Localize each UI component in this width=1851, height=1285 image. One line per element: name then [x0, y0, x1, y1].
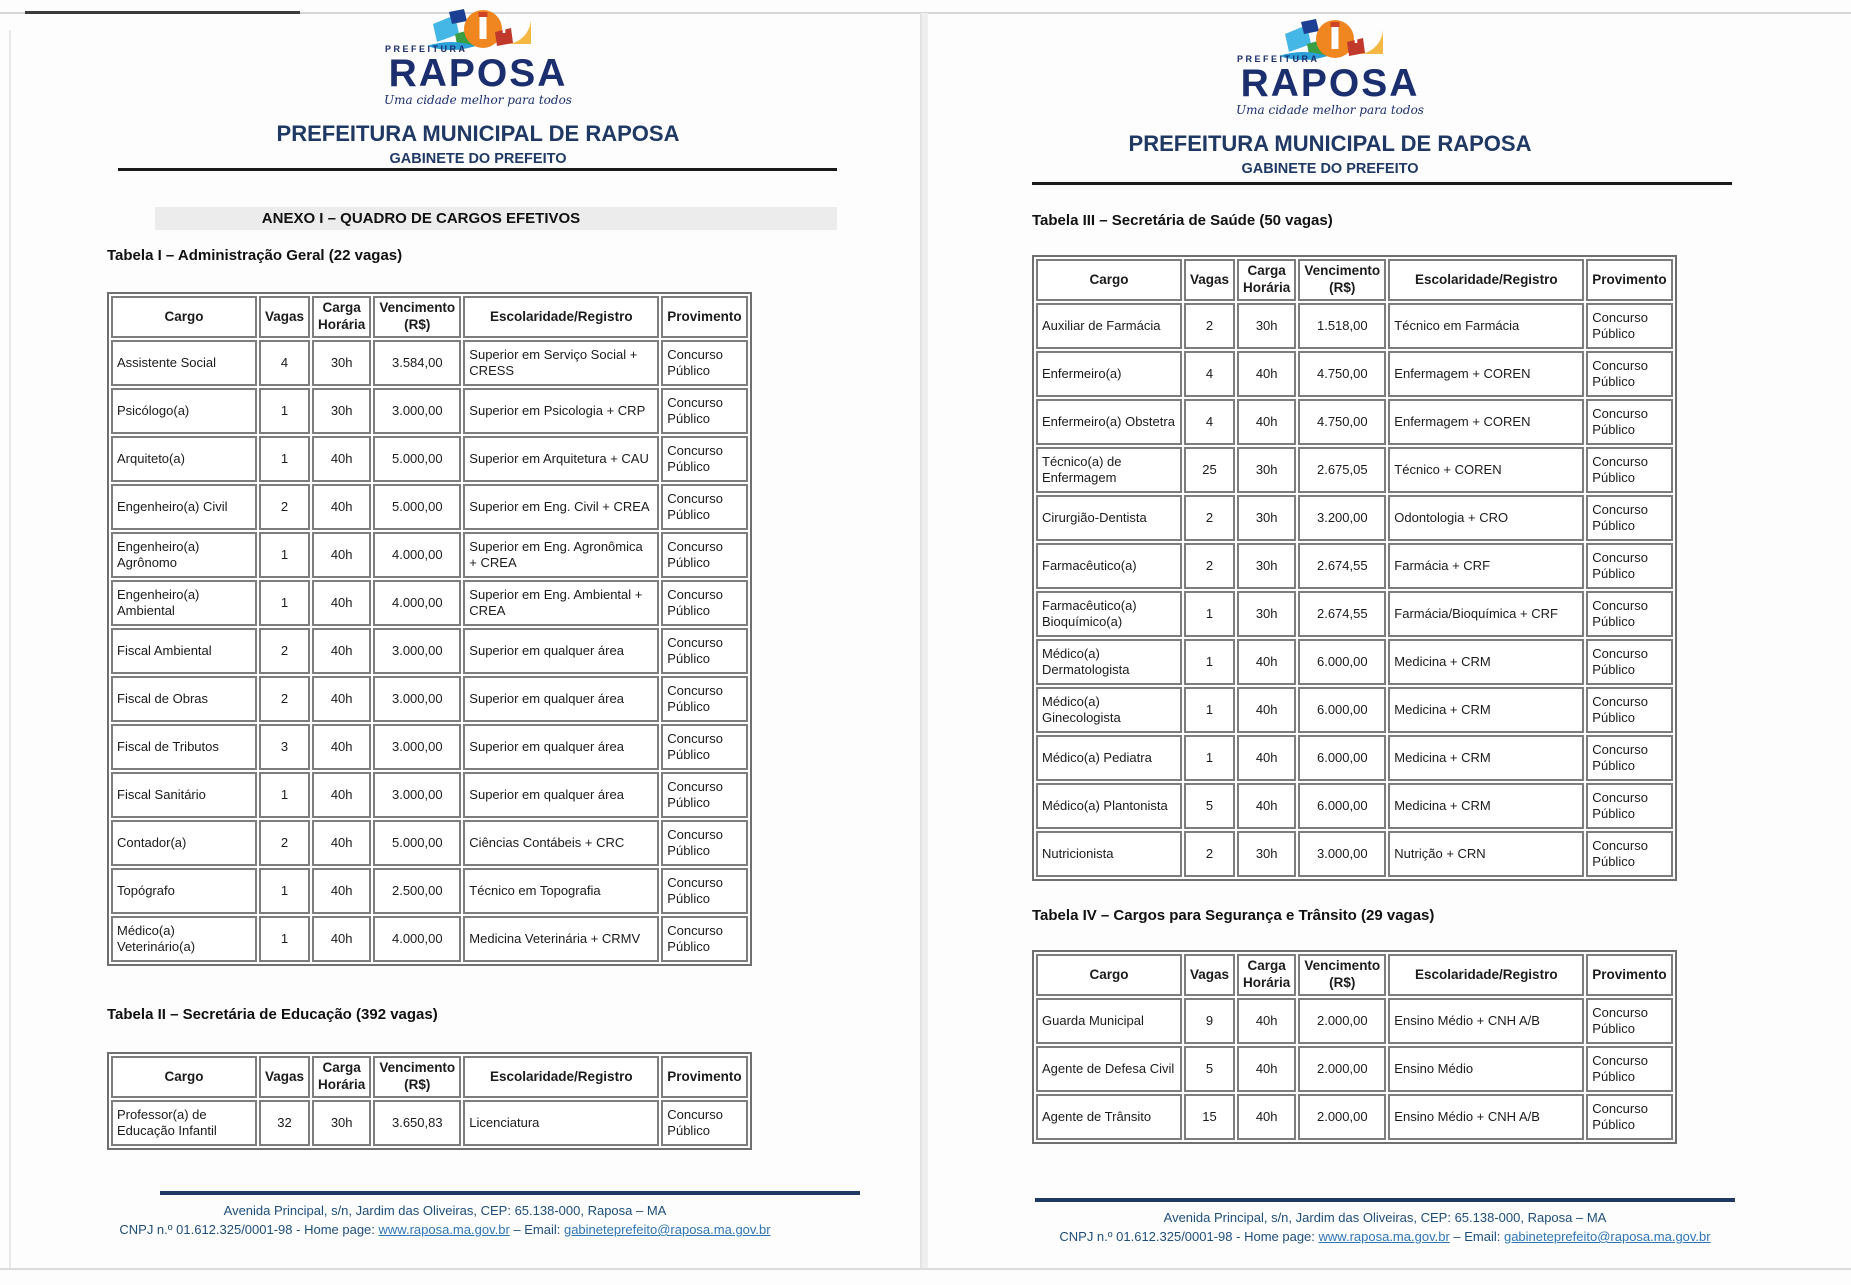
table-cell: Medicina + CRM: [1388, 687, 1584, 733]
table-cell: 40h: [1237, 1094, 1296, 1140]
footer-contact: [115, 1220, 775, 1239]
table-cell: Farmácia + CRF: [1388, 543, 1584, 589]
table-cell: 5.000,00: [373, 820, 461, 866]
table-cell: Medicina Veterinária + CRMV: [463, 916, 659, 962]
table-cell: 2: [259, 628, 310, 674]
logo-raposa-text: RAPOSA: [388, 52, 567, 95]
table-cell: Concurso Público: [1586, 399, 1672, 445]
table-cell: Licenciatura: [463, 1100, 659, 1146]
table-cell: 3.000,00: [373, 388, 461, 434]
homepage-link[interactable]: www.raposa.ma.gov.br: [1318, 1229, 1450, 1244]
table-cell: Enfermagem + COREN: [1388, 399, 1584, 445]
column-header: Carga Horária: [312, 1056, 371, 1098]
column-header: Vencimento (R$): [1298, 259, 1386, 301]
footer-email-label: – Email:: [1449, 1229, 1504, 1244]
table-cell: Concurso Público: [1586, 543, 1672, 589]
table-cell: 30h: [1237, 495, 1296, 541]
table-cell: Concurso Público: [661, 580, 747, 626]
table-cell: Farmacêutico(a) Bioquímico(a): [1036, 591, 1182, 637]
table-row: [1036, 831, 1673, 877]
table-cell: 4: [259, 340, 310, 386]
table-cell: 6.000,00: [1298, 783, 1386, 829]
table-cell: 30h: [1237, 591, 1296, 637]
tabela1-title: Tabela I – Administração Geral (22 vagas): [107, 247, 403, 264]
table-cell: Superior em qualquer área: [463, 772, 659, 818]
table-cell: Médico(a) Ginecologista: [1036, 687, 1182, 733]
table-cell: 1.518,00: [1298, 303, 1386, 349]
table-cell: Fiscal Ambiental: [111, 628, 257, 674]
table-cell: 4: [1184, 351, 1235, 397]
table-row: [1036, 543, 1673, 589]
page-divider: [921, 13, 928, 1270]
table-cell: 2: [259, 820, 310, 866]
column-header: Carga Horária: [312, 296, 371, 338]
table-cell: Guarda Municipal: [1036, 998, 1182, 1044]
tabela4-title: Tabela IV – Cargos para Segurança e Trânsito (29 vagas): [1032, 907, 1435, 924]
table-cell: Técnico(a) de Enfermagem: [1036, 447, 1182, 493]
table-cell: 9: [1184, 998, 1235, 1044]
table-cell: Concurso Público: [661, 388, 747, 434]
table-cell: 32: [259, 1100, 310, 1146]
page-bottom-edge: [0, 1268, 1851, 1270]
column-header: Vencimento (R$): [373, 1056, 461, 1098]
table-row: [111, 436, 748, 482]
column-header: Cargo: [1036, 954, 1182, 996]
logo-prefeitura-text: PREFEITURA: [1236, 54, 1320, 64]
footer-contact: [1045, 1227, 1725, 1246]
table-cell: Odontologia + CRO: [1388, 495, 1584, 541]
table-cell: 40h: [1237, 1046, 1296, 1092]
table-cell: Arquiteto(a): [111, 436, 257, 482]
table-cell: 6.000,00: [1298, 687, 1386, 733]
table-cell: Psicólogo(a): [111, 388, 257, 434]
table-row: [111, 676, 748, 722]
table-cell: 40h: [1237, 687, 1296, 733]
table-row: [111, 388, 748, 434]
table-cell: Nutricionista: [1036, 831, 1182, 877]
table-cell: 30h: [1237, 831, 1296, 877]
table-cell: Concurso Público: [1586, 998, 1672, 1044]
table-cell: Superior em Eng. Ambiental + CREA: [463, 580, 659, 626]
table-cell: 3.650,83: [373, 1100, 461, 1146]
tabela2-title: Tabela II – Secretária de Educação (392 vagas): [107, 1006, 438, 1023]
table-cell: 3.200,00: [1298, 495, 1386, 541]
column-header: Provimento: [661, 1056, 747, 1098]
table-cell: Concurso Público: [661, 484, 747, 530]
table-cell: 1: [259, 388, 310, 434]
table-cell: 40h: [312, 772, 371, 818]
table-cell: Concurso Público: [661, 724, 747, 770]
table-cell: Superior em qualquer área: [463, 628, 659, 674]
table-cell: Ciências Contábeis + CRC: [463, 820, 659, 866]
table-cell: 1: [259, 916, 310, 962]
table-cell: Concurso Público: [661, 916, 747, 962]
header-row: [111, 1056, 748, 1098]
footer-cnpj-text: CNPJ n.º 01.612.325/0001-98 - Home page:: [119, 1222, 379, 1237]
table-cell: Farmacêutico(a): [1036, 543, 1182, 589]
footer-address: Avenida Principal, s/n, Jardim das Oliveiras, CEP: 65.138-000, Raposa – MA: [1163, 1210, 1607, 1225]
column-header: Escolaridade/Registro: [463, 296, 659, 338]
table-cell: 3.000,00: [373, 628, 461, 674]
table-cell: 5: [1184, 783, 1235, 829]
table-cell: Topógrafo: [111, 868, 257, 914]
table-cell: 1: [259, 580, 310, 626]
table-row: [111, 340, 748, 386]
table-row: [111, 772, 748, 818]
page-right-header: [1030, 18, 1630, 177]
table-cell: Médico(a) Pediatra: [1036, 735, 1182, 781]
table-row: [1036, 447, 1673, 493]
table-cell: Medicina + CRM: [1388, 783, 1584, 829]
table-cell: Fiscal de Obras: [111, 676, 257, 722]
table-row: [1036, 399, 1673, 445]
table-cell: Medicina + CRM: [1388, 639, 1584, 685]
page-subtitle: GABINETE DO PREFEITO: [1241, 161, 1419, 177]
table-cell: Agente de Defesa Civil: [1036, 1046, 1182, 1092]
page-left-header: [178, 8, 778, 167]
table-cell: 4.000,00: [373, 580, 461, 626]
tabela3-title: Tabela III – Secretária de Saúde (50 vagas): [1032, 212, 1333, 229]
table-cell: Ensino Médio: [1388, 1046, 1584, 1092]
table-cell: 3.000,00: [373, 772, 461, 818]
table-cell: 2.675,05: [1298, 447, 1386, 493]
page-subtitle: GABINETE DO PREFEITO: [389, 151, 567, 167]
raposa-logo: [371, 8, 586, 108]
table-cell: 4.750,00: [1298, 351, 1386, 397]
table-cell: 3: [259, 724, 310, 770]
table-cell: 2: [1184, 543, 1235, 589]
table-cell: 40h: [1237, 735, 1296, 781]
table-cell: Técnico em Topografia: [463, 868, 659, 914]
table-cell: 30h: [312, 388, 371, 434]
table-cell: Concurso Público: [1586, 351, 1672, 397]
table-row: [1036, 351, 1673, 397]
table-cell: Medicina + CRM: [1388, 735, 1584, 781]
logo-prefeitura-text: PREFEITURA: [384, 44, 468, 54]
table-cell: 40h: [312, 580, 371, 626]
table-cell: 40h: [312, 436, 371, 482]
column-header: Escolaridade/Registro: [463, 1056, 659, 1098]
table-cell: Professor(a) de Educação Infantil: [111, 1100, 257, 1146]
table-row: [1036, 998, 1673, 1044]
homepage-link[interactable]: www.raposa.ma.gov.br: [378, 1222, 510, 1237]
table-cell: 15: [1184, 1094, 1235, 1140]
header-row: [111, 296, 748, 338]
table-row: [1036, 639, 1673, 685]
table-cell: 3.000,00: [373, 724, 461, 770]
table-cell: 40h: [312, 532, 371, 578]
table-cell: 40h: [312, 484, 371, 530]
table-row: [1036, 1046, 1673, 1092]
table-row: [111, 1100, 748, 1146]
table-cell: Concurso Público: [1586, 639, 1672, 685]
table-cell: 5.000,00: [373, 484, 461, 530]
table-cell: 40h: [1237, 639, 1296, 685]
table-row: [1036, 687, 1673, 733]
table-seguranca-transito: [1032, 950, 1677, 1144]
column-header: Provimento: [1586, 954, 1672, 996]
table-cell: Concurso Público: [1586, 303, 1672, 349]
logo-tagline-text: Uma cidade melhor para todos: [1235, 103, 1424, 117]
table-cell: 40h: [312, 676, 371, 722]
table-cell: 40h: [312, 724, 371, 770]
table-educacao: [107, 1052, 752, 1150]
column-header: Vagas: [1184, 259, 1235, 301]
column-header: Provimento: [661, 296, 747, 338]
table-administracao-geral: [107, 292, 752, 966]
table-cell: 1: [259, 532, 310, 578]
table-cell: Enfermagem + COREN: [1388, 351, 1584, 397]
table-cell: Superior em Eng. Civil + CREA: [463, 484, 659, 530]
footer-rule-right: [1035, 1198, 1735, 1202]
anexo-banner-text: ANEXO I – QUADRO DE CARGOS EFETIVOS: [261, 210, 581, 227]
table-cell: Concurso Público: [1586, 591, 1672, 637]
anexo-banner: [155, 207, 837, 230]
column-header: Vencimento (R$): [373, 296, 461, 338]
table-cell: Concurso Público: [661, 868, 747, 914]
column-header: Vagas: [1184, 954, 1235, 996]
header-row: [1036, 259, 1673, 301]
table-cell: 4.750,00: [1298, 399, 1386, 445]
table-cell: 40h: [1237, 783, 1296, 829]
table-cell: Ensino Médio + CNH A/B: [1388, 998, 1584, 1044]
table-row: [111, 628, 748, 674]
table-cell: Concurso Público: [1586, 447, 1672, 493]
table-row: [111, 820, 748, 866]
table-cell: 1: [259, 868, 310, 914]
table-cell: Auxiliar de Farmácia: [1036, 303, 1182, 349]
table-cell: 1: [1184, 687, 1235, 733]
table-cell: 2.674,55: [1298, 591, 1386, 637]
table-cell: Concurso Público: [661, 340, 747, 386]
table-cell: Cirurgião-Dentista: [1036, 495, 1182, 541]
table-cell: 5: [1184, 1046, 1235, 1092]
table-row: [111, 916, 748, 962]
table-cell: Concurso Público: [1586, 783, 1672, 829]
table-cell: Engenheiro(a) Ambiental: [111, 580, 257, 626]
table-cell: 3.000,00: [373, 676, 461, 722]
table-cell: 40h: [312, 916, 371, 962]
table-cell: Fiscal Sanitário: [111, 772, 257, 818]
table-row: [111, 724, 748, 770]
table-cell: 3.584,00: [373, 340, 461, 386]
logo-tagline-text: Uma cidade melhor para todos: [383, 93, 572, 107]
table-cell: Engenheiro(a) Civil: [111, 484, 257, 530]
table-row: [1036, 735, 1673, 781]
table-cell: Ensino Médio + CNH A/B: [1388, 1094, 1584, 1140]
table-cell: 1: [1184, 639, 1235, 685]
table-cell: 2.000,00: [1298, 1094, 1386, 1140]
table-cell: Concurso Público: [1586, 735, 1672, 781]
table-row: [1036, 783, 1673, 829]
table-cell: Engenheiro(a) Agrônomo: [111, 532, 257, 578]
table-row: [1036, 591, 1673, 637]
table-cell: Enfermeiro(a): [1036, 351, 1182, 397]
table-cell: Concurso Público: [661, 772, 747, 818]
column-header: Vencimento (R$): [1298, 954, 1386, 996]
table-cell: 1: [259, 436, 310, 482]
header-rule: [118, 168, 837, 171]
column-header: Vagas: [259, 1056, 310, 1098]
table-cell: 2.500,00: [373, 868, 461, 914]
table-cell: 40h: [312, 868, 371, 914]
header-rule: [1032, 182, 1732, 185]
logo-raposa-text: RAPOSA: [1240, 62, 1419, 105]
table-cell: Superior em qualquer área: [463, 676, 659, 722]
page-left-edge: [9, 30, 11, 1268]
column-header: Vagas: [259, 296, 310, 338]
table-cell: Superior em Eng. Agronômica + CREA: [463, 532, 659, 578]
table-cell: Concurso Público: [661, 628, 747, 674]
table-cell: Técnico + COREN: [1388, 447, 1584, 493]
table-cell: 2: [259, 676, 310, 722]
page-title: PREFEITURA MUNICIPAL DE RAPOSA: [1128, 131, 1532, 156]
table-cell: Concurso Público: [1586, 831, 1672, 877]
column-header: Cargo: [111, 1056, 257, 1098]
table-cell: 2: [1184, 495, 1235, 541]
table-cell: 1: [1184, 591, 1235, 637]
table-cell: Fiscal de Tributos: [111, 724, 257, 770]
raposa-logo: [1223, 18, 1438, 118]
column-header: Cargo: [111, 296, 257, 338]
table-cell: 3.000,00: [1298, 831, 1386, 877]
footer-email-label: – Email:: [509, 1222, 564, 1237]
column-header: Escolaridade/Registro: [1388, 259, 1584, 301]
table-cell: Concurso Público: [1586, 1046, 1672, 1092]
table-cell: 2.674,55: [1298, 543, 1386, 589]
footer-cnpj-text: CNPJ n.º 01.612.325/0001-98 - Home page:: [1059, 1229, 1319, 1244]
table-cell: Concurso Público: [1586, 1094, 1672, 1140]
table-cell: 1: [1184, 735, 1235, 781]
footer-address: Avenida Principal, s/n, Jardim das Oliveiras, CEP: 65.138-000, Raposa – MA: [223, 1203, 667, 1218]
table-cell: Enfermeiro(a) Obstetra: [1036, 399, 1182, 445]
column-header: Escolaridade/Registro: [1388, 954, 1584, 996]
table-cell: 1: [259, 772, 310, 818]
table-cell: Superior em Arquitetura + CAU: [463, 436, 659, 482]
table-cell: Médico(a) Veterinário(a): [111, 916, 257, 962]
table-cell: 6.000,00: [1298, 639, 1386, 685]
column-header: Provimento: [1586, 259, 1672, 301]
column-header: Carga Horária: [1237, 954, 1296, 996]
email-link[interactable]: gabineteprefeito@raposa.ma.gov.br: [563, 1222, 771, 1237]
table-cell: 25: [1184, 447, 1235, 493]
table-cell: Concurso Público: [1586, 495, 1672, 541]
table-cell: Concurso Público: [661, 820, 747, 866]
table-cell: Concurso Público: [661, 1100, 747, 1146]
table-cell: Concurso Público: [1586, 687, 1672, 733]
column-header: Carga Horária: [1237, 259, 1296, 301]
table-cell: Superior em Psicologia + CRP: [463, 388, 659, 434]
table-cell: 2.000,00: [1298, 998, 1386, 1044]
table-cell: 40h: [1237, 998, 1296, 1044]
table-row: [111, 868, 748, 914]
table-cell: 4.000,00: [373, 916, 461, 962]
column-header: Cargo: [1036, 259, 1182, 301]
footer-rule-left: [160, 1191, 860, 1195]
table-cell: Médico(a) Plantonista: [1036, 783, 1182, 829]
table-cell: 30h: [312, 1100, 371, 1146]
footer-right: [1045, 1208, 1725, 1246]
table-cell: Concurso Público: [661, 532, 747, 578]
table-cell: Farmácia/Bioquímica + CRF: [1388, 591, 1584, 637]
table-row: [111, 484, 748, 530]
table-cell: 4: [1184, 399, 1235, 445]
header-row: [1036, 954, 1673, 996]
table-saude: [1032, 255, 1677, 881]
table-cell: Superior em Serviço Social + CRESS: [463, 340, 659, 386]
table-cell: 30h: [1237, 447, 1296, 493]
table-cell: 30h: [1237, 303, 1296, 349]
table-row: [1036, 495, 1673, 541]
email-link[interactable]: gabineteprefeito@raposa.ma.gov.br: [1503, 1229, 1711, 1244]
table-cell: 40h: [1237, 399, 1296, 445]
table-cell: 6.000,00: [1298, 735, 1386, 781]
table-cell: Concurso Público: [661, 676, 747, 722]
table-cell: 40h: [1237, 351, 1296, 397]
table-cell: Superior em qualquer área: [463, 724, 659, 770]
table-cell: Assistente Social: [111, 340, 257, 386]
page-divider-line: [920, 13, 922, 1270]
table-cell: 2: [1184, 831, 1235, 877]
table-cell: Contador(a): [111, 820, 257, 866]
footer-left: [115, 1201, 775, 1239]
table-cell: 2: [259, 484, 310, 530]
table-row: [1036, 1094, 1673, 1140]
table-row: [111, 580, 748, 626]
table-cell: Agente de Trânsito: [1036, 1094, 1182, 1140]
table-cell: Nutrição + CRN: [1388, 831, 1584, 877]
table-cell: 5.000,00: [373, 436, 461, 482]
table-cell: 30h: [312, 340, 371, 386]
table-cell: 2.000,00: [1298, 1046, 1386, 1092]
page-title: PREFEITURA MUNICIPAL DE RAPOSA: [276, 121, 680, 146]
table-cell: 40h: [312, 820, 371, 866]
table-row: [111, 532, 748, 578]
table-cell: Concurso Público: [661, 436, 747, 482]
table-row: [1036, 303, 1673, 349]
table-cell: Técnico em Farmácia: [1388, 303, 1584, 349]
table-cell: 40h: [312, 628, 371, 674]
table-cell: 2: [1184, 303, 1235, 349]
table-cell: 4.000,00: [373, 532, 461, 578]
table-cell: 30h: [1237, 543, 1296, 589]
table-cell: Médico(a) Dermatologista: [1036, 639, 1182, 685]
